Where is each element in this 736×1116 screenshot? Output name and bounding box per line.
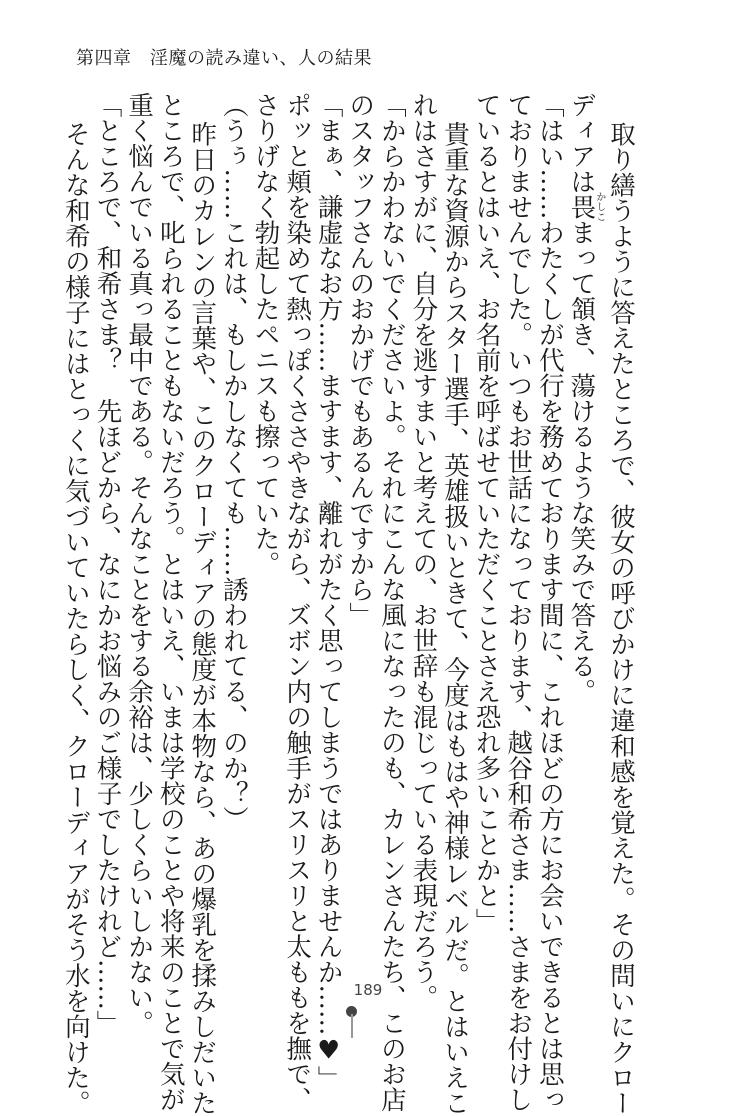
text-line: 「まぁ、謙虚なお方……ますます、離れがたく思ってしまうではありませんか……♥」 xyxy=(313,92,344,1091)
page-marker-line xyxy=(351,1014,353,1038)
text-line: 貴重な資源からスター選手、英雄扱いときて、今度はもはや神様レベルだ。とはいえこ xyxy=(440,121,471,1116)
text-line: ポッと頬を染めて熱っぽくささやきながら、ズボン内の触手がスリスリと太ももを撫で、 xyxy=(282,92,313,1112)
text-line: （うぅ……これは、もしかしなくても……誘われてる、のか？） xyxy=(218,92,249,832)
ruby-reading: かしこ xyxy=(593,191,605,222)
ruby-annotation xyxy=(566,191,605,222)
ruby-base: 畏 xyxy=(566,191,597,222)
text-line: 取り繕うように答えたところで、彼女の呼びかけに違和感を覚えた。その問いにクロー xyxy=(606,121,636,1116)
text-line: ているとはいえ、お名前を呼ばせていただくことさえ恐れ多いことかと」 xyxy=(471,92,502,934)
chapter-title: 第四章 淫魔の読み違い、人の結果 xyxy=(76,48,372,69)
text-line: れはさすがに、自分を逃すまいと考えての、お世辞も混じっている表現だろう。 xyxy=(408,92,439,1010)
text-line: ところで、叱られることもないだろう。とはいえ、いまは学校のことや将来のことで気が xyxy=(155,92,186,1112)
text-line: ておりませんでした。いつもお世話になっております、越谷和希さま……さまをお付けし xyxy=(503,92,534,1112)
text-line: 昨日のカレンの言葉や、このクローディアの態度が本物なら、あの爆乳を揉みしだいた xyxy=(187,121,218,1116)
text-line: さりげなく勃起したペニスも擦っていた。 xyxy=(250,92,281,577)
text-line: そんな和希の様子にはとっくに気づいていたらしく、クローディアがそう水を向けた。 xyxy=(60,121,91,1116)
text-line: 「はい……わたくしが代行を務めております間に、これほどの方にお会いできるとは思っ xyxy=(534,92,565,1112)
text-line: 「からかわないでくださいよ。それにこんな風になったのも、カレンさんたち、このお店 xyxy=(376,92,407,1112)
text-line: のスタッフさんのおかげでもあるんですから」 xyxy=(345,92,376,628)
text-line: 重く悩んでいる真っ最中である。そんなことをする余裕は、少しくらいしかない。 xyxy=(124,92,155,1036)
page-number: 189 xyxy=(353,981,383,999)
text-line: 「ところで、和希さま？ 先ほどから、なにかお悩みのご様子でしたけれど……」 xyxy=(92,92,123,1036)
text-segment: まって頷き、蕩けるような笑みで答える。 xyxy=(566,219,597,704)
text-segment: ディアは xyxy=(566,92,597,194)
text-line xyxy=(565,92,605,940)
